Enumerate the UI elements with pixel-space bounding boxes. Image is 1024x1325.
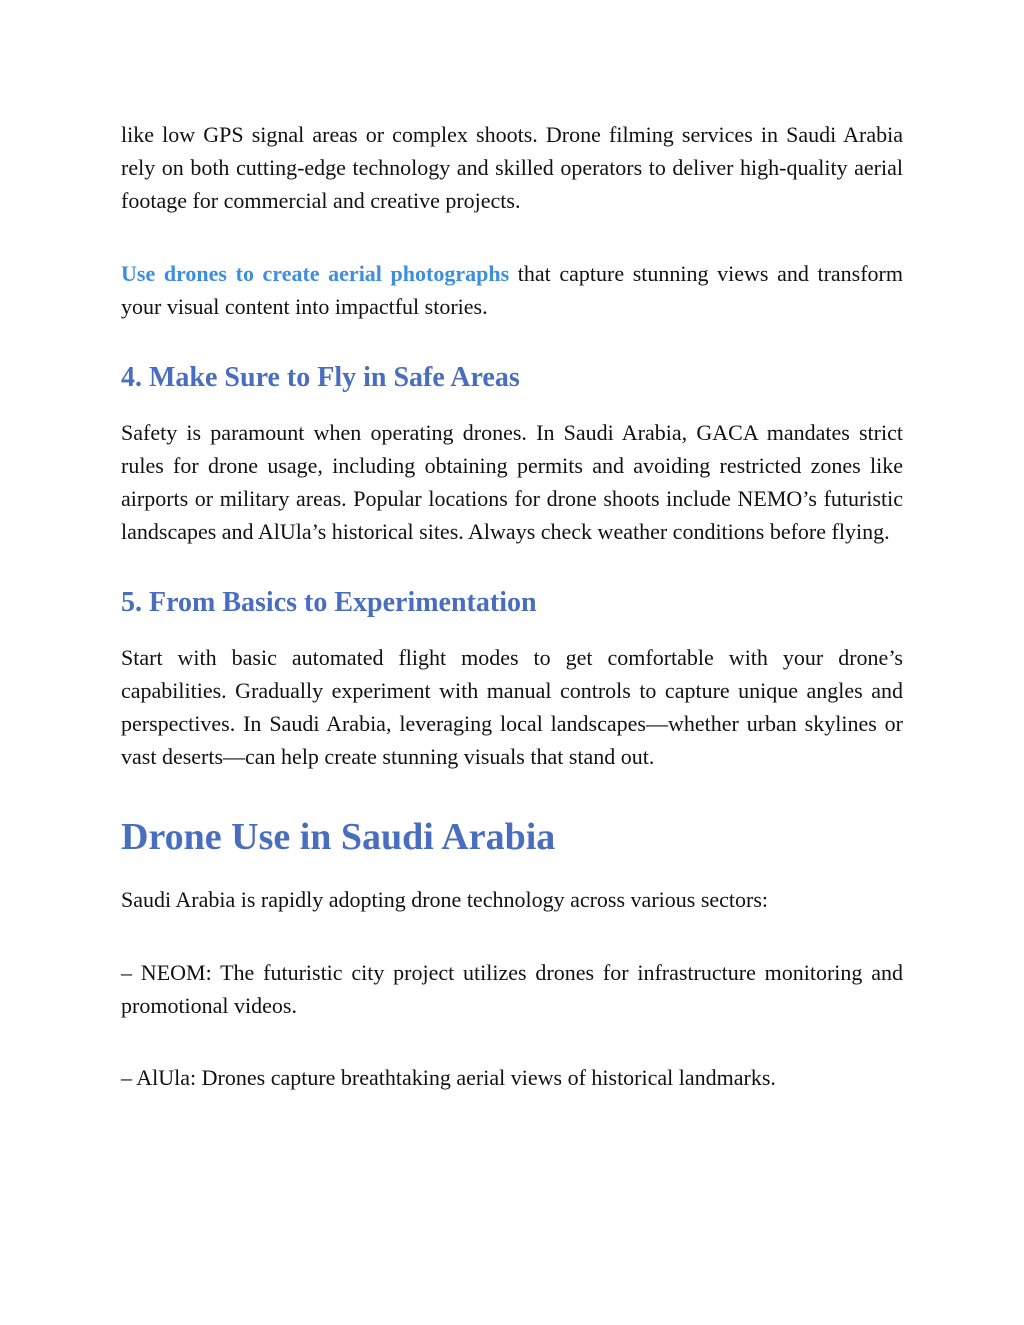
list-item-neom: – NEOM: The futuristic city project utilizes drones for infrastructure monitoring and promotional videos. — [121, 960, 903, 1018]
section-4-heading: 4. Make Sure to Fly in Safe Areas — [121, 362, 520, 393]
aerial-photographs-link[interactable]: Use drones to create aerial photographs — [121, 261, 510, 286]
section-5-body: Start with basic automated flight modes to get comfortable with your drone’s capabilities. Gradually experiment with manual controls to capture unique angles and perspectives. In Saudi Arabia, leveraging local landscapes—whether urban skylines or vast deserts—can help create stunning visuals that stand out. — [121, 645, 903, 769]
link-paragraph-rest: that capture stunning views and transform your visual content into impactful stories. — [121, 261, 903, 319]
drone-use-heading: Drone Use in Saudi Arabia — [121, 816, 556, 858]
link-paragraph — [121, 257, 903, 323]
document-page — [121, 118, 903, 1094]
list-item-alula: – AlUla: Drones capture breathtaking aerial views of historical landmarks. — [121, 1065, 776, 1090]
drone-use-lead: Saudi Arabia is rapidly adopting drone technology across various sectors: — [121, 887, 769, 912]
intro-paragraph: like low GPS signal areas or complex shoots. Drone filming services in Saudi Arabia rely on both cutting-edge technology and skilled operators to deliver high-quality aerial footage for commercial and creative projects. — [121, 122, 903, 213]
section-5-heading: 5. From Basics to Experimentation — [121, 587, 537, 618]
section-4-body: Safety is paramount when operating drones. In Saudi Arabia, GACA mandates strict rules for drone usage, including obtaining permits and avoiding restricted zones like airports or military areas. Popular locations for drone shoots include NEMO’s futuristic landscapes and AlUla’s historical sites. Always check weather conditions before flying. — [121, 420, 903, 544]
